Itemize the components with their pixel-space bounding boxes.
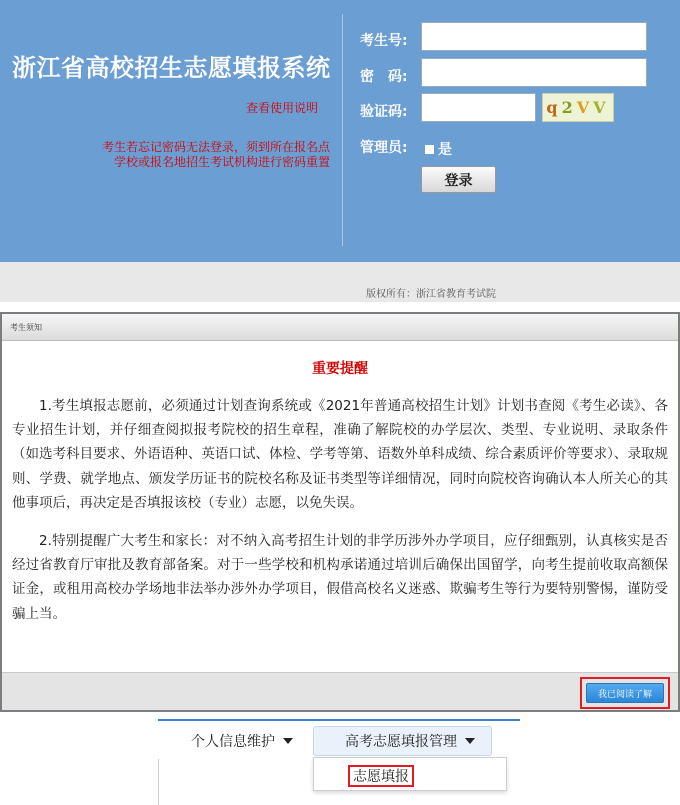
confirm-button-highlight	[580, 677, 670, 709]
captcha-char: V	[593, 98, 610, 117]
dialog-content	[2, 314, 678, 710]
captcha-char: 2	[561, 98, 577, 117]
password-label: 密 码:	[360, 69, 408, 85]
caret-down-icon	[283, 738, 293, 744]
copyright-text: 版权所有：浙江省教育考试院	[366, 289, 496, 300]
admin-label: 管理员:	[360, 140, 408, 156]
notice-paragraph-2: 2.特别提醒广大考生和家长：对不纳入高考招生计划的非学历涉外办学项目，应仔细甄别，认真核实是否经过省教育厅审批及教育部备案。对于一些学校和机构承诺通过培训后确保出国留学，向考生提前收取高额保证金，或租用高校办学场地非法举办涉外办学项目，假借高校名义迷惑、欺骗考生等行为要特别警惕，谨防受骗上当。	[12, 533, 668, 622]
application-dropdown-menu	[313, 757, 507, 791]
login-panel	[0, 0, 680, 262]
admin-checkbox[interactable]	[425, 139, 452, 159]
nav-top-border	[158, 719, 520, 721]
login-button[interactable]: 登录	[421, 166, 496, 193]
password-input[interactable]	[421, 58, 647, 87]
checkbox-square-icon[interactable]	[425, 145, 434, 154]
exam-number-label: 考生号:	[360, 33, 408, 49]
panel-divider	[342, 14, 343, 246]
nav-personal-info-label: 个人信息维护	[191, 734, 275, 750]
notice-heading: 重要提醒	[312, 361, 368, 377]
read-confirm-button[interactable]: 我已阅读了解	[586, 683, 664, 703]
notice-body	[12, 394, 668, 626]
nav-application-management[interactable]	[313, 726, 492, 756]
forgot-password-notice	[40, 140, 330, 170]
forgot-notice-line2: 学校或报名地招生考试机构进行密码重置	[113, 155, 330, 169]
caret-down-icon	[465, 738, 475, 744]
captcha-label: 验证码:	[360, 104, 408, 120]
captcha-input[interactable]	[421, 93, 536, 122]
notice-paragraph-1: 1.考生填报志愿前，必须通过计划查询系统或《2021年普通高校招生计划》计划书查阅《考生必读》、各专业招生计划，并仔细查阅拟报考院校的招生章程，准确了解院校的办学层次、类型、专业说明、录取条件（如选考科目要求、外语语种、英语口试、体检、学考等第、语数外单科成绩、综合素质评价等要求）、录取规则、学费、就学地点、颁发学历证书的院校名称及证书类型等详细情况，同时向院校咨询确认本人所关心的其他事项后，再决定是否填报该校（专业）志愿，以免失误。	[12, 398, 668, 511]
forgot-notice-line1: 考生若忘记密码无法登录，须到所在报名点	[101, 140, 330, 154]
dialog-title: 考生须知	[10, 323, 42, 332]
dialog-titlebar	[2, 314, 678, 341]
dialog-footer	[2, 672, 678, 710]
admin-option-label: 是	[438, 142, 452, 158]
captcha-char: q	[546, 98, 562, 117]
nav-personal-info[interactable]	[191, 726, 293, 756]
menu-item-fill-application[interactable]: 志愿填报	[348, 765, 414, 787]
system-title: 浙江省高校招生志愿填报系统	[12, 54, 331, 82]
nav-application-label: 高考志愿填报管理	[345, 734, 457, 750]
content-left-border	[158, 759, 159, 805]
captcha-image[interactable]	[542, 93, 614, 122]
usage-guide-link[interactable]: 查看使用说明	[245, 101, 318, 115]
captcha-char: V	[576, 98, 594, 117]
exam-number-input[interactable]	[421, 22, 647, 51]
notice-dialog	[0, 312, 680, 712]
footer-bar	[0, 262, 680, 302]
